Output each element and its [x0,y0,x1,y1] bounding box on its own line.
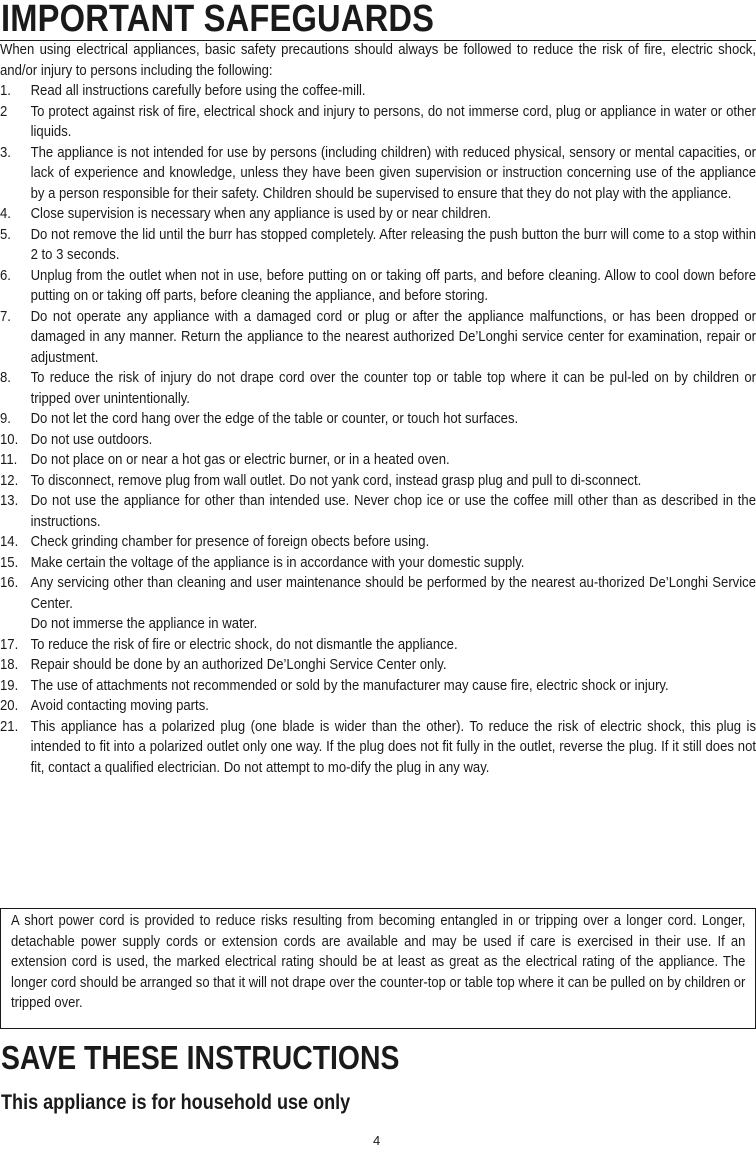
list-item-text: To reduce the risk of fire or electric shock, do not dismantle the appliance. [30,635,458,653]
list-item [0,676,756,697]
list-item [0,225,756,266]
list-item-text: To reduce the risk of injury do not drape cord over the counter top or table top where it can be pul-led on by children or tripped over unintentionally. [30,369,756,407]
list-item [0,266,756,307]
safeguards-list [0,81,756,778]
household-use-note: This appliance is for household use only [1,1091,351,1114]
save-instructions-heading: SAVE THESE INSTRUCTIONS [1,1039,400,1076]
list-item-number: 2 [0,102,8,120]
list-item [0,430,756,451]
list-item-text: To protect against risk of fire, electrical shock and injury to persons, do not immerse cord, plug or appliance in water or other liquids. [30,102,756,140]
list-item-text: Unplug from the outlet when not in use, before putting on or taking off parts, and before cleaning. Allow to cool down before putting on or taking off parts, before cleaning the appliance, and before storing. [30,266,756,304]
page-title: IMPORTANT SAFEGUARDS [1,0,435,40]
list-item [0,81,756,102]
list-item-text: Any servicing other than cleaning and user maintenance should be performed by the nearest au-thorized De’Longhi Service Center. [30,574,756,612]
list-item [0,717,756,779]
list-item-number: 19. [0,676,19,694]
list-item-number: 15. [0,553,19,571]
power-cord-notice-text: A short power cord is provided to reduce risks resulting from becoming entangled in or tripping over a longer cord. Longer, detachable power supply cords or extension cords are available and may be used if care is exercised in their use. If an extension cord is used, the marked electrical rating should be at least as great as the electrical rating of the appliance. The longer cord should be arranged so that it will not drape over the counter-top or table top where it can be pulled on by children or tripped over. [11,912,746,1011]
list-item-text: Repair should be done by an authorized De’Longhi Service Center only. [30,656,447,673]
list-item [0,573,756,635]
list-item-number: 11. [0,451,18,468]
list-item-number: 3. [0,143,11,161]
list-item [0,491,756,532]
list-item-number: 9. [0,410,11,427]
list-item-text: Do not operate any appliance with a damaged cord or plug or after the appliance malfunctions, or has been dropped or damaged in any manner. Return the appliance to the nearest authorized De’Longhi service center for examination, repair or adjustment. [30,307,756,366]
list-item [0,102,756,143]
list-item [0,409,756,430]
list-item-extra-text: Do not immerse the appliance in water. [30,615,258,632]
list-item-number: 5. [0,225,11,243]
list-item-number: 6. [0,266,11,284]
list-item-text: Do not use the appliance for other than intended use. Never chop ice or use the coffee mill other than as described in the instructions. [30,492,756,530]
list-item-text: Close supervision is necessary when any appliance is used by or near children. [30,205,492,222]
list-item-number: 17. [0,635,19,653]
list-item-number: 7. [0,307,11,325]
list-item [0,204,756,225]
power-cord-notice-box [0,908,756,1029]
list-item [0,450,756,471]
list-item-text: The appliance is not intended for use by persons (including children) with reduced physical, sensory or mental capacities, or lack of experience and knowledge, unless they have been given supervision or instruction concerning use of the appliance by a person responsible for their safety. Children should be supervised to ensure that they do not play with the appliance. [30,143,756,202]
list-item [0,553,756,574]
list-item [0,471,756,492]
list-item-text: Check grinding chamber for presence of foreign obects before using. [30,533,430,550]
list-item-number: 21. [0,717,19,735]
list-item-text: Do not place on or near a hot gas or electric burner, or in a heated oven. [30,451,450,468]
list-item-number: 20. [0,697,19,714]
list-item-text: To disconnect, remove plug from wall outlet. Do not yank cord, instead grasp plug and pull to di-sconnect. [30,471,642,489]
list-item [0,655,756,676]
list-item [0,532,756,553]
page-number: 4 [373,1133,381,1148]
intro-paragraph: When using electrical appliances, basic safety precautions should always be followed to reduce the risk of fire, electric shock, and/or injury to persons including the following: [0,41,756,79]
list-item-number: 14. [0,533,19,550]
list-item-number: 8. [0,369,11,386]
list-item-text: Do not remove the lid until the burr has stopped completely. After releasing the push button the burr will come to a stop within 2 to 3 seconds. [30,225,756,263]
list-item-text: Do not use outdoors. [30,430,153,448]
safeguards-body [0,40,756,778]
list-item-text: This appliance has a polarized plug (one blade is wider than the other). To reduce the risk of electric shock, this plug is intended to fit into a polarized outlet only one way. If the plug does not fit fully in the outlet, reverse the plug. If it still does not fit, contact a qualified electrician. Do not attempt to mo-dify the plug in any way. [30,717,756,776]
list-item-text: Make certain the voltage of the appliance is in accordance with your domestic supply. [30,553,525,571]
list-item-number: 13. [0,492,19,509]
list-item-text: Avoid contacting moving parts. [30,697,209,714]
list-item-number: 10. [0,430,19,448]
list-item-number: 4. [0,205,11,222]
list-item-text: Read all instructions carefully before using the coffee-mill. [30,82,366,99]
list-item-number: 18. [0,656,19,673]
list-item [0,696,756,717]
list-item [0,143,756,205]
list-item-text: Do not let the cord hang over the edge of the table or counter, or touch hot surfaces. [30,410,519,427]
list-item-text: The use of attachments not recommended or sold by the manufacturer may cause fire, electric shock or injury. [30,676,669,694]
list-item [0,307,756,369]
list-item-number: 16. [0,574,19,591]
list-item [0,368,756,409]
list-item-number: 1. [0,82,11,99]
list-item [0,635,756,656]
list-item-number: 12. [0,471,19,489]
